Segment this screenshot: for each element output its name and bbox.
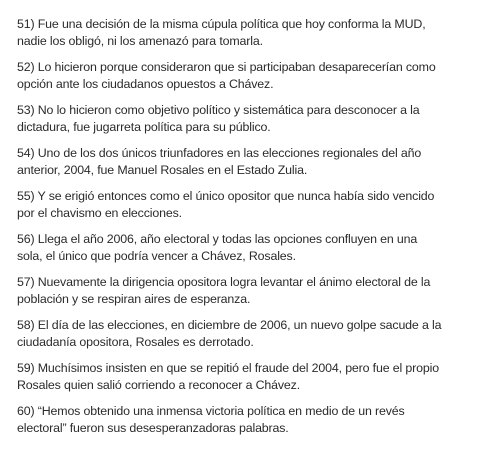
paragraph-54 xyxy=(17,145,479,179)
paragraph-line: ciudadanía opositora, Rosales es derrotado. xyxy=(17,335,254,349)
paragraph-line: opción ante los ciudadanos opuestos a Chávez. xyxy=(17,77,274,91)
paragraph-line: 55) Y se erigió entonces como el único opositor que nunca había sido vencido xyxy=(17,189,435,203)
paragraph-58 xyxy=(17,317,479,351)
paragraph-57 xyxy=(17,274,479,308)
paragraph-line: sola, el único que podría vencer a Chávez, Rosales. xyxy=(17,249,296,263)
paragraph-line: dictadura, fue jugarreta política para su público. xyxy=(17,120,271,134)
paragraph-line: anterior, 2004, fue Manuel Rosales en el Estado Zulia. xyxy=(17,163,308,177)
paragraph-line: 57) Nuevamente la dirigencia opositora logra levantar el ánimo electoral de la xyxy=(17,275,431,289)
paragraph-line: 58) El día de las elecciones, en diciembre de 2006, un nuevo golpe sacude a la xyxy=(17,318,442,332)
paragraph-56 xyxy=(17,231,479,265)
document-body xyxy=(17,16,479,446)
paragraph-59 xyxy=(17,360,479,394)
paragraph-line: 54) Uno de los dos únicos triunfadores en las elecciones regionales del año xyxy=(17,146,422,160)
paragraph-line: 60) “Hemos obtenido una inmensa victoria política en medio de un revés xyxy=(17,404,405,418)
paragraph-53 xyxy=(17,102,479,136)
paragraph-60 xyxy=(17,403,479,437)
paragraph-51 xyxy=(17,16,479,50)
paragraph-line: nadie los obligó, ni los amenazó para tomarla. xyxy=(17,34,263,48)
paragraph-line: por el chavismo en elecciones. xyxy=(17,206,182,220)
paragraph-line: 51) Fue una decisión de la misma cúpula política que hoy conforma la MUD, xyxy=(17,17,426,31)
paragraph-line: electoral” fueron sus desesperanzadoras palabras. xyxy=(17,421,289,435)
paragraph-line: 56) Llega el año 2006, año electoral y todas las opciones confluyen en una xyxy=(17,232,418,246)
paragraph-line: 59) Muchísimos insisten en que se repitió el fraude del 2004, pero fue el propio xyxy=(17,361,439,375)
paragraph-line: 52) Lo hicieron porque consideraron que si participaban desaparecerían como xyxy=(17,60,436,74)
paragraph-line: población y se respiran aires de esperanza. xyxy=(17,292,251,306)
paragraph-52 xyxy=(17,59,479,93)
paragraph-line: 53) No lo hicieron como objetivo político y sistemática para desconocer a la xyxy=(17,103,420,117)
paragraph-55 xyxy=(17,188,479,222)
paragraph-line: Rosales quien salió corriendo a reconocer a Chávez. xyxy=(17,378,301,392)
